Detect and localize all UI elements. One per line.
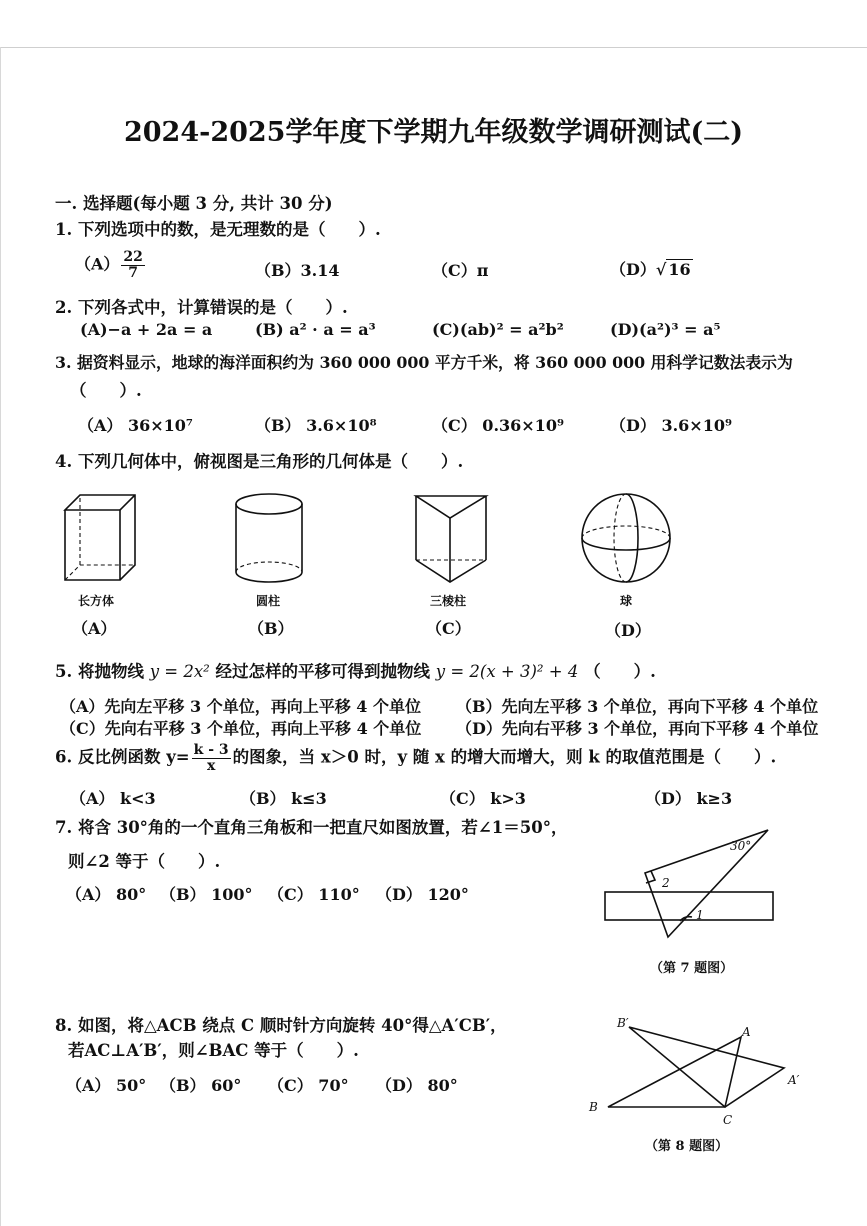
q1-option-d: [610, 257, 693, 280]
q3-option-b: （B） 3.6×10⁸: [255, 416, 377, 435]
q6-fraction: [192, 743, 231, 773]
q1-a-numerator: 22: [123, 249, 143, 265]
q5-equation-1: y = 2x²: [149, 662, 210, 681]
q2-option-b: (B) a² · a = a³: [255, 320, 376, 339]
shape-label-cuboid: 长方体: [78, 594, 115, 608]
q5-stem-mid: 经过怎样的平移可得到抛物线: [215, 662, 431, 681]
page-left-border: [0, 47, 1, 1226]
q3-option-d: （D） 3.6×10⁹: [610, 416, 732, 435]
q5-option-b: （B）先向左平移 3 个单位，再向下平移 4 个单位: [456, 697, 819, 716]
q1-stem: 1. 下列选项中的数，是无理数的是（ ）.: [55, 220, 381, 239]
q7-angle-2-label: 2: [662, 876, 670, 890]
q1-a-fraction: [121, 250, 144, 280]
q7-angle-30-label: 30°: [730, 839, 752, 853]
q5-stem: [55, 658, 656, 682]
q6-option-d: （D） k≥3: [645, 789, 733, 808]
q1-option-a: [75, 250, 147, 280]
q3-stem-line1: 3. 据资料显示，地球的海洋面积约为 360 000 000 平方千米，将 360 000 000 用科学记数法表示为: [55, 353, 793, 372]
q8-point-a: A: [742, 1025, 751, 1039]
q6-stem: [55, 743, 776, 773]
q1-option-c: （C）π: [432, 261, 489, 280]
q2-option-a: (A)−a + 2a = a: [80, 320, 213, 339]
q6-stem-pre: 6. 反比例函数 y=: [55, 747, 190, 767]
q8-figure: [585, 1010, 805, 1130]
q3-option-c: （C） 0.36×10⁹: [432, 416, 564, 435]
q8-caption: （第 8 题图）: [645, 1139, 729, 1154]
q8-point-c: C: [723, 1113, 733, 1127]
cylinder-figure: [232, 492, 312, 587]
section-heading: 一. 选择题(每小题 3 分, 共计 30 分): [55, 194, 333, 213]
q8-point-a-prime: A′: [788, 1073, 800, 1087]
q7-option-c: （C） 110°: [268, 885, 360, 904]
q1-d-sqrt: √ 16: [655, 260, 691, 279]
q5-option-c: （C）先向右平移 3 个单位，再向上平移 4 个单位: [60, 719, 422, 738]
q4-option-b: （B）: [248, 619, 294, 638]
cuboid-figure: [60, 490, 140, 585]
q3-stem-line2: （ ）.: [70, 381, 142, 400]
q5-stem-pre: 5. 将抛物线: [55, 662, 144, 681]
sphere-figure: [578, 492, 678, 587]
q6-stem-post: 的图象，当 x＞0 时，y 随 x 的增大而增大，则 k 的取值范围是（ ）.: [232, 747, 777, 767]
q8-point-b: B: [589, 1100, 598, 1114]
q1-a-label: （A）: [75, 254, 120, 274]
q4-option-a: （A）: [72, 619, 117, 638]
q2-option-c: (C)(ab)² = a²b²: [432, 320, 564, 339]
shape-label-cylinder: 圆柱: [256, 594, 281, 608]
q1-d-radicand: 16: [668, 260, 691, 279]
q5-stem-end: （ ）.: [584, 662, 656, 681]
q7-angle-1-label: 1: [696, 908, 704, 922]
q6-option-b: （B） k≤3: [240, 789, 327, 808]
exam-title: 2024-2025学年度下学期九年级数学调研测试(二): [123, 117, 744, 148]
q4-option-d: （D）: [605, 621, 651, 640]
q1-option-b: （B）3.14: [255, 261, 340, 280]
shape-label-prism: 三棱柱: [430, 594, 467, 608]
q1-a-denominator: 7: [128, 264, 139, 281]
q8-option-b: （B） 60°: [160, 1076, 242, 1095]
q2-option-d: (D)(a²)³ = a⁵: [610, 320, 721, 339]
q8-option-d: （D） 80°: [376, 1076, 458, 1095]
q7-option-a: （A） 80°: [66, 885, 147, 904]
q8-stem-line1: 8. 如图，将△ACB 绕点 C 顺时针方向旋转 40°得△A′CB′，: [55, 1016, 507, 1035]
q8-stem-line2: 若AC⊥A′B′，则∠BAC 等于（ ）.: [68, 1041, 359, 1060]
q8-option-c: （C） 70°: [268, 1076, 349, 1095]
q5-option-a: （A）先向左平移 3 个单位，再向上平移 4 个单位: [60, 697, 421, 716]
q5-equation-2: y = 2(x + 3)² + 4: [435, 662, 579, 681]
q4-option-c: （C）: [426, 619, 471, 638]
q7-stem-line1: 7. 将含 30°角的一个直角三角板和一把直尺如图放置，若∠1＝50°，: [55, 818, 568, 837]
q7-option-b: （B） 100°: [160, 885, 253, 904]
q4-stem: 4. 下列几何体中，俯视图是三角形的几何体是（ ）.: [55, 452, 464, 471]
q3-option-a: （A） 36×10⁷: [78, 416, 193, 435]
shape-label-sphere: 球: [620, 594, 633, 608]
q1-d-label: （D）: [610, 260, 656, 279]
q7-figure: [600, 825, 780, 945]
q8-option-a: （A） 50°: [66, 1076, 147, 1095]
q7-option-d: （D） 120°: [376, 885, 469, 904]
q6-numerator: k - 3: [193, 742, 229, 758]
q6-denominator: x: [206, 757, 216, 774]
q7-caption: （第 7 题图）: [650, 961, 734, 976]
q7-stem-line2: 则∠2 等于（ ）.: [68, 852, 221, 871]
q5-option-d: （D）先向右平移 3 个单位，再向下平移 4 个单位: [456, 719, 819, 738]
triangular-prism-figure: [412, 492, 492, 587]
page-top-border: [0, 47, 867, 48]
q6-option-c: （C） k>3: [440, 789, 526, 808]
q2-stem: 2. 下列各式中，计算错误的是（ ）.: [55, 298, 348, 317]
q8-point-b-prime: B′: [617, 1016, 629, 1030]
q6-option-a: （A） k<3: [70, 789, 156, 808]
